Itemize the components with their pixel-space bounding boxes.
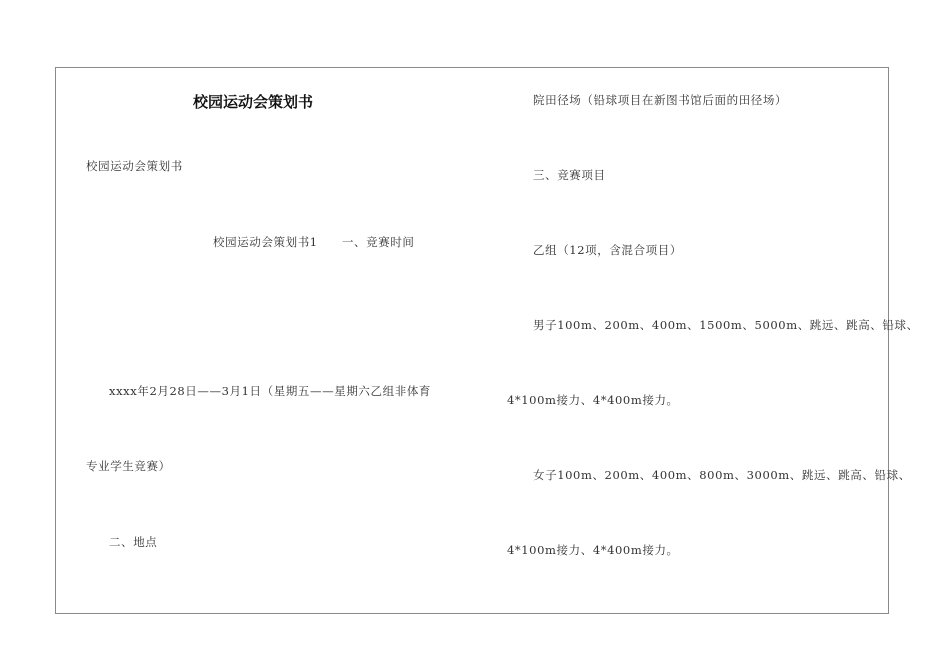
men-events-line-1: 男子100m、200m、400m、1500m、5000m、跳远、跳高、铅球、 [533, 318, 919, 332]
women-events-line-1: 女子100m、200m、400m、800m、3000m、跳远、跳高、铅球、 [533, 468, 911, 482]
women-events-line-2: 4*100m接力、4*400m接力。 [507, 543, 679, 557]
time-detail-line-2: 专业学生竞赛） [86, 459, 171, 473]
group-label-text: 乙组（12项，含混合项目） [533, 243, 682, 257]
time-detail-line-1: xxxx年2月28日——3月1日（星期五——星期六乙组非体育 [109, 384, 432, 398]
men-events-line-2: 4*100m接力、4*400m接力。 [507, 393, 679, 407]
section-heading-location: 二、地点 [109, 535, 158, 549]
section-heading-time: 校园运动会策划书1 一、竞赛时间 [213, 235, 415, 249]
subtitle-text: 校园运动会策划书 [86, 159, 183, 173]
location-detail-text: 院田径场（铅球项目在新图书馆后面的田径场） [533, 93, 788, 107]
section-heading-events: 三、竞赛项目 [533, 168, 606, 182]
document-title: 校园运动会策划书 [193, 93, 314, 111]
page-frame [55, 67, 889, 614]
